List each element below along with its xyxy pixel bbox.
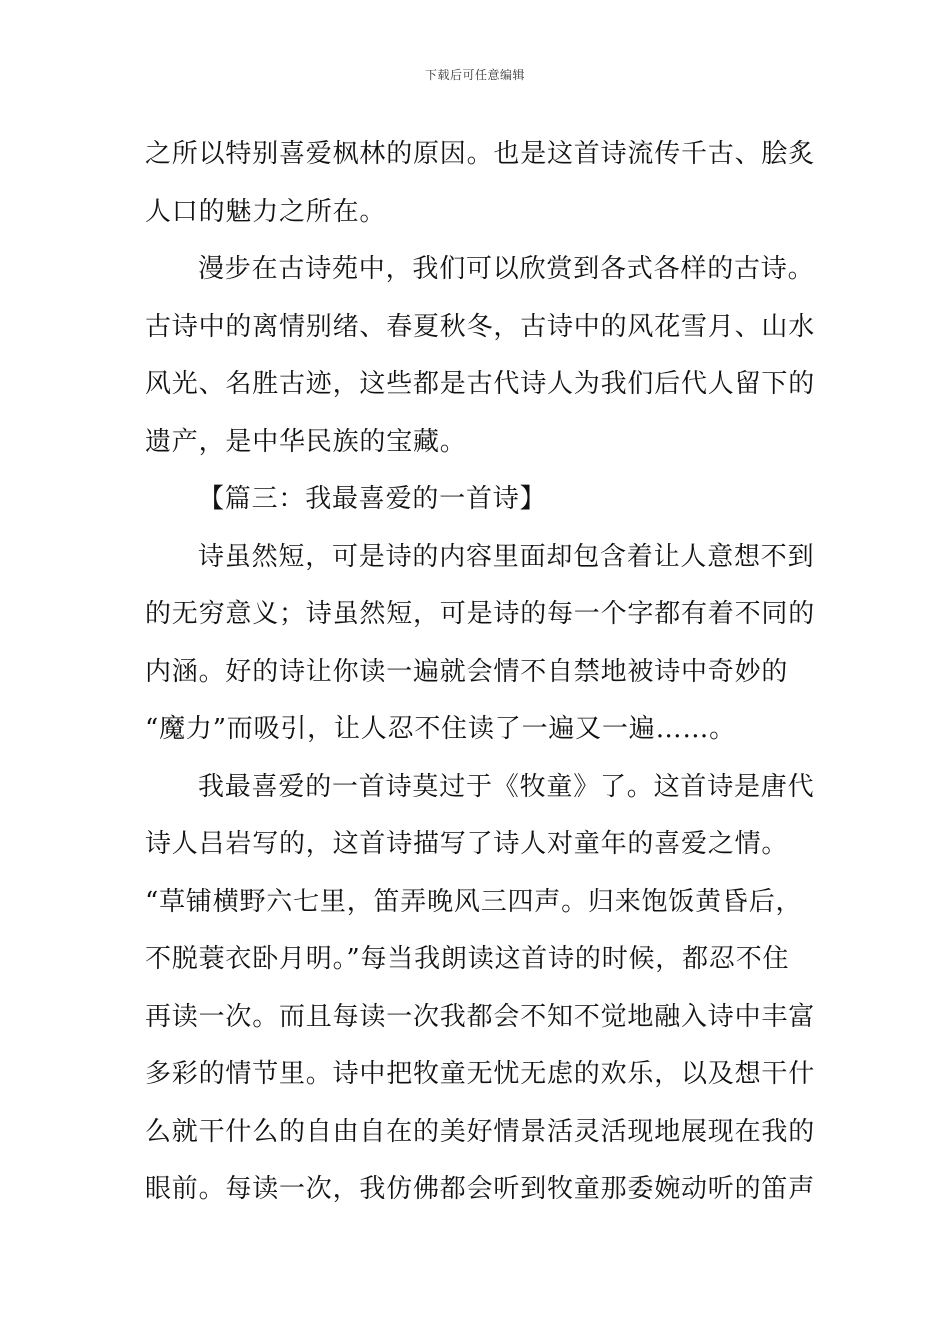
text-line: 风光、名胜古迹，这些都是古代诗人为我们后代人留下的 <box>145 369 816 399</box>
text-line: “魔力”而吸引，让人忍不住读了一遍又一遍……。 <box>145 714 736 744</box>
paragraph-start-line: 我最喜爱的一首诗莫过于《牧童》了。这首诗是唐代 <box>198 771 815 802</box>
text-line: 遗产，是中华民族的宝藏。 <box>145 426 467 457</box>
text-line: 诗人吕岩写的，这首诗描写了诗人对童年的喜爱之情。 <box>145 829 789 859</box>
text-line: 内涵。好的诗让你读一遍就会情不自禁地被诗中奇妙的 <box>145 656 789 687</box>
text-line: 眼前。每读一次，我仿佛都会听到牧童那委婉动听的笛声 <box>145 1174 816 1204</box>
text-line: “草铺横野六七里，笛弄晚风三四声。归来饱饭黄昏后， <box>145 886 803 917</box>
text-line: 再读一次。而且每读一次我都会不知不觉地融入诗中丰富 <box>145 1001 816 1032</box>
text-line: 多彩的情节里。诗中把牧童无忧无虑的欢乐，以及想干什 <box>145 1059 816 1089</box>
section-heading: 【篇三：我最喜爱的一首诗】 <box>198 484 547 514</box>
text-line: 之所以特别喜爱枫林的原因。也是这首诗流传千古、脍炙 <box>145 139 816 169</box>
text-line: 的无穷意义；诗虽然短，可是诗的每一个字都有着不同的 <box>145 599 816 629</box>
text-line: 人口的魅力之所在。 <box>145 196 387 227</box>
paragraph-start-line: 诗虽然短，可是诗的内容里面却包含着让人意想不到 <box>198 541 815 572</box>
text-line: 古诗中的离情别绪、春夏秋冬，古诗中的风花雪月、山水 <box>145 311 816 342</box>
text-line: 么就干什么的自由自在的美好情景活灵活现地展现在我的 <box>145 1116 816 1147</box>
page-header: 下载后可任意编辑 <box>424 68 525 82</box>
document-body <box>145 126 816 1219</box>
text-line: 不脱蓑衣卧月明。”每当我朗读这首诗的时候，都忍不住 <box>145 944 790 974</box>
paragraph-start-line: 漫步在古诗苑中，我们可以欣赏到各式各样的古诗。 <box>198 254 815 284</box>
